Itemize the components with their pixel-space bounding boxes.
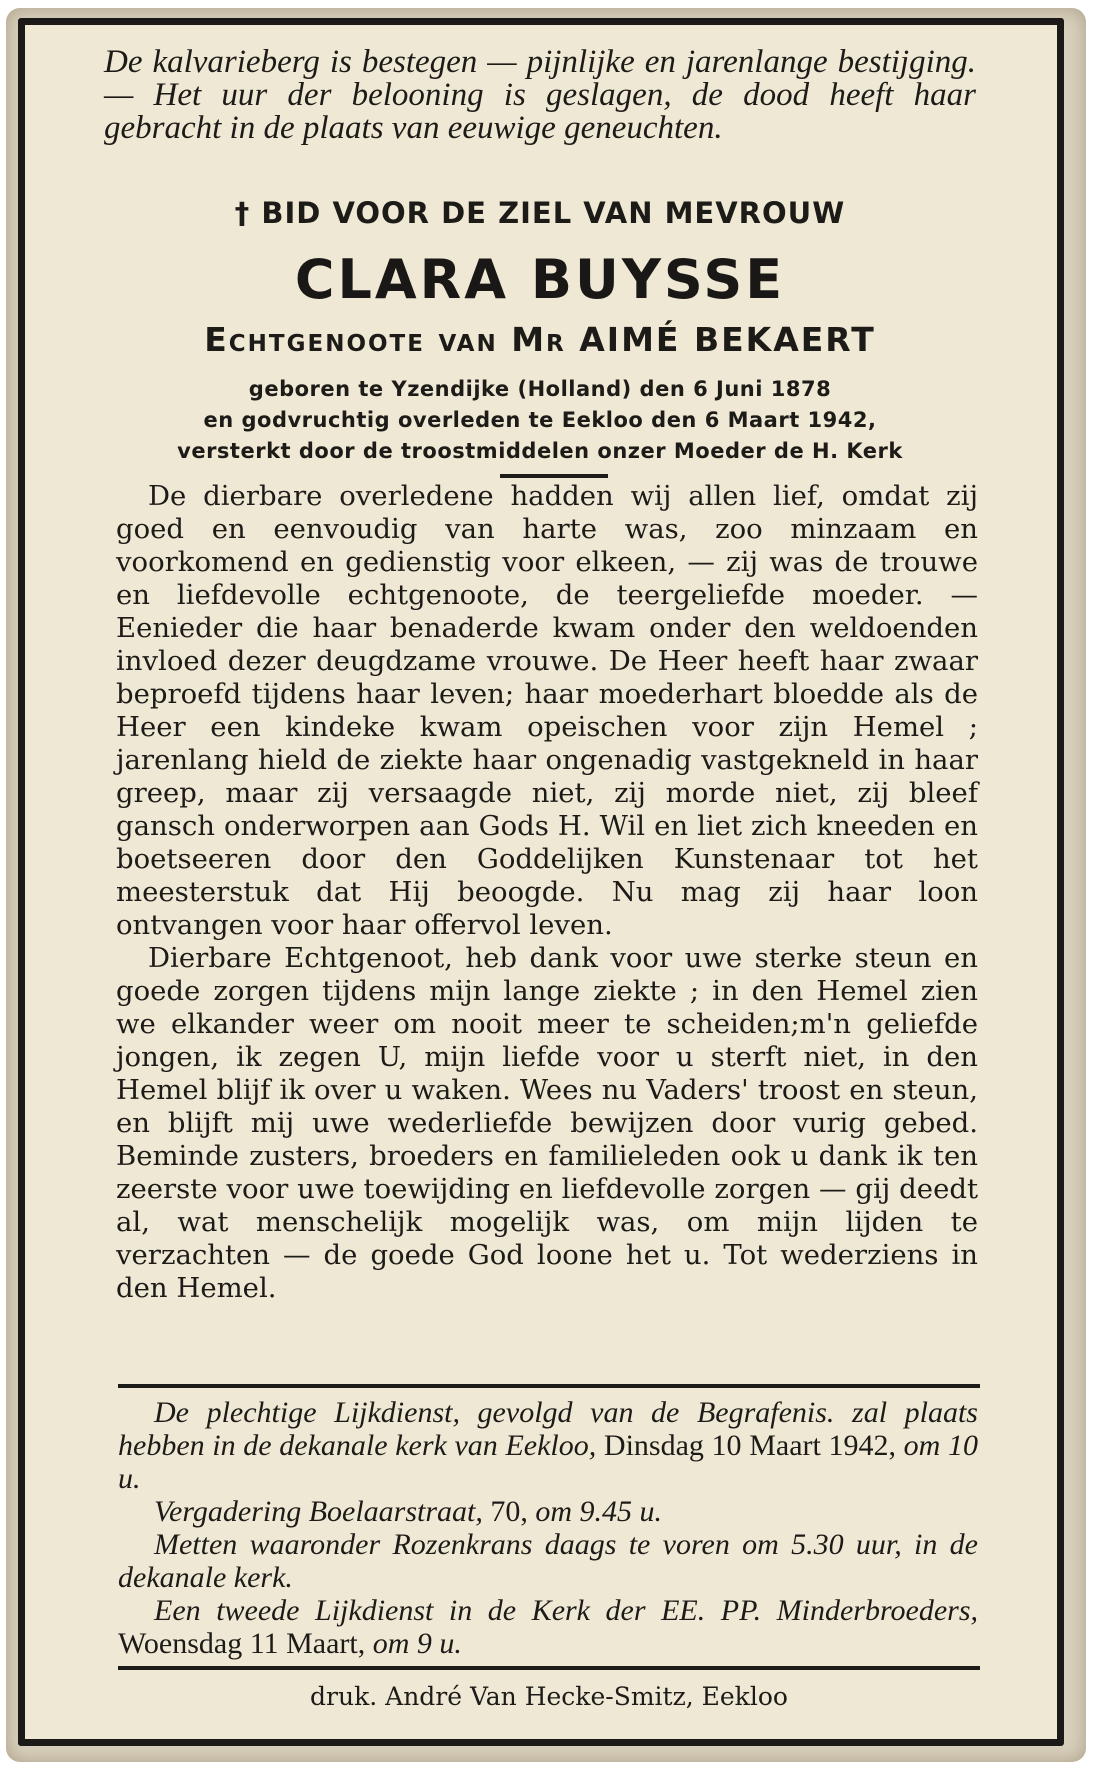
printer-credit: druk. André Van Hecke-Smitz, Eekloo [310, 1682, 788, 1711]
gathering-line: Vergadering Boelaarstraat, 70, om 9.45 u. [154, 1495, 663, 1528]
second-service-line: Een tweede Lijkdienst in de Kerk der EE. PP. Minderbroeders, Woensdag 11 Maart, om 9 u. [118, 1594, 978, 1660]
short-divider [500, 474, 608, 478]
divider-rule [118, 1666, 980, 1670]
farewell-paragraph: Dierbare Echtgenoot, heb dank voor uwe sterke steun en goede zorgen tijdens mijn lange ziekte ; in den Hemel zien we elkander weer om nooit meer te scheiden;m'n geliefde jongen, ik zegen U, mijn liefde voor u sterft niet, in den Hemel blijf ik over u waken. Wees nu Vaders' troost en steun, en blijft mij uwe wederliefde bewijzen door vurig gebed. Beminde zusters, broeders en familieleden ook u dank ik ten zeerste voor uwe toewijding en liefdevolle zorgen — gij deedt al, wat menschelijk mogelijk was, om mijn lijden te verzachten — de goede God loone het u. Tot wederziens in den Hemel. [116, 942, 978, 1304]
prayer-heading: † BID VOOR DE ZIEL VAN MEVROUW [234, 196, 846, 230]
funeral-notice [118, 1396, 978, 1660]
birth-line: geboren te Yzendijke (Holland) den 6 Juni 1878 [248, 377, 832, 401]
funeral-service-line: De plechtige Lijkdienst, gevolgd van de Begrafenis. zal plaats hebben in de dekanale kerk van Eekloo, Dinsdag 10 Maart 1942, om 10 u. [118, 1396, 978, 1495]
sacraments-line: versterkt door de troostmiddelen onzer Moeder de H. Kerk [177, 439, 903, 463]
spouse-line: Echtgenoote van Mr AIMÉ BEKAERT [204, 320, 876, 359]
matins-line: Metten waaronder Rozenkrans daags te voren om 5.30 uur, in de dekanale kerk. [118, 1528, 978, 1594]
divider-rule [118, 1384, 980, 1388]
opening-verse: De kalvarieberg is bestegen — pijnlijke en jarenlange bestijging. — Het uur der belooning is geslagen, de dood heeft haar gebracht in de plaats van eeuwige geneuchten. [104, 44, 976, 146]
death-line: en godvruchtig overleden te Eekloo den 6 Maart 1942, [203, 408, 877, 432]
deceased-name: CLARA BUYSSE [294, 248, 786, 311]
birth-death-details [100, 374, 980, 467]
eulogy-paragraph: De dierbare overledene hadden wij allen lief, omdat zij goed en eenvoudig van harte was, zoo minzaam en voorkomend en gedienstig voor elkeen, — zij was de trouwe en liefdevolle echtgenoote, de teergeliefde moeder. — Eenieder die haar benaderde kwam onder den weldoenden invloed dezer deugdzame vrouwe. De Heer heeft haar zwaar beproefd tijdens haar leven; haar moederhart bloedde als de Heer een kindeke kwam opeischen voor zijn Hemel ; jarenlang hield de ziekte haar ongenadig vastgekneld in haar greep, maar zij versaagde niet, zij morde niet, zij bleef gansch onderworpen aan Gods H. Wil en liet zich kneeden en boetseeren door den Goddelijken Kunstenaar tot het meesterstuk dat Hij beoogde. Nu mag zij haar loon ontvangen voor haar offervol leven. [116, 480, 978, 941]
eulogy-text [116, 480, 978, 1305]
